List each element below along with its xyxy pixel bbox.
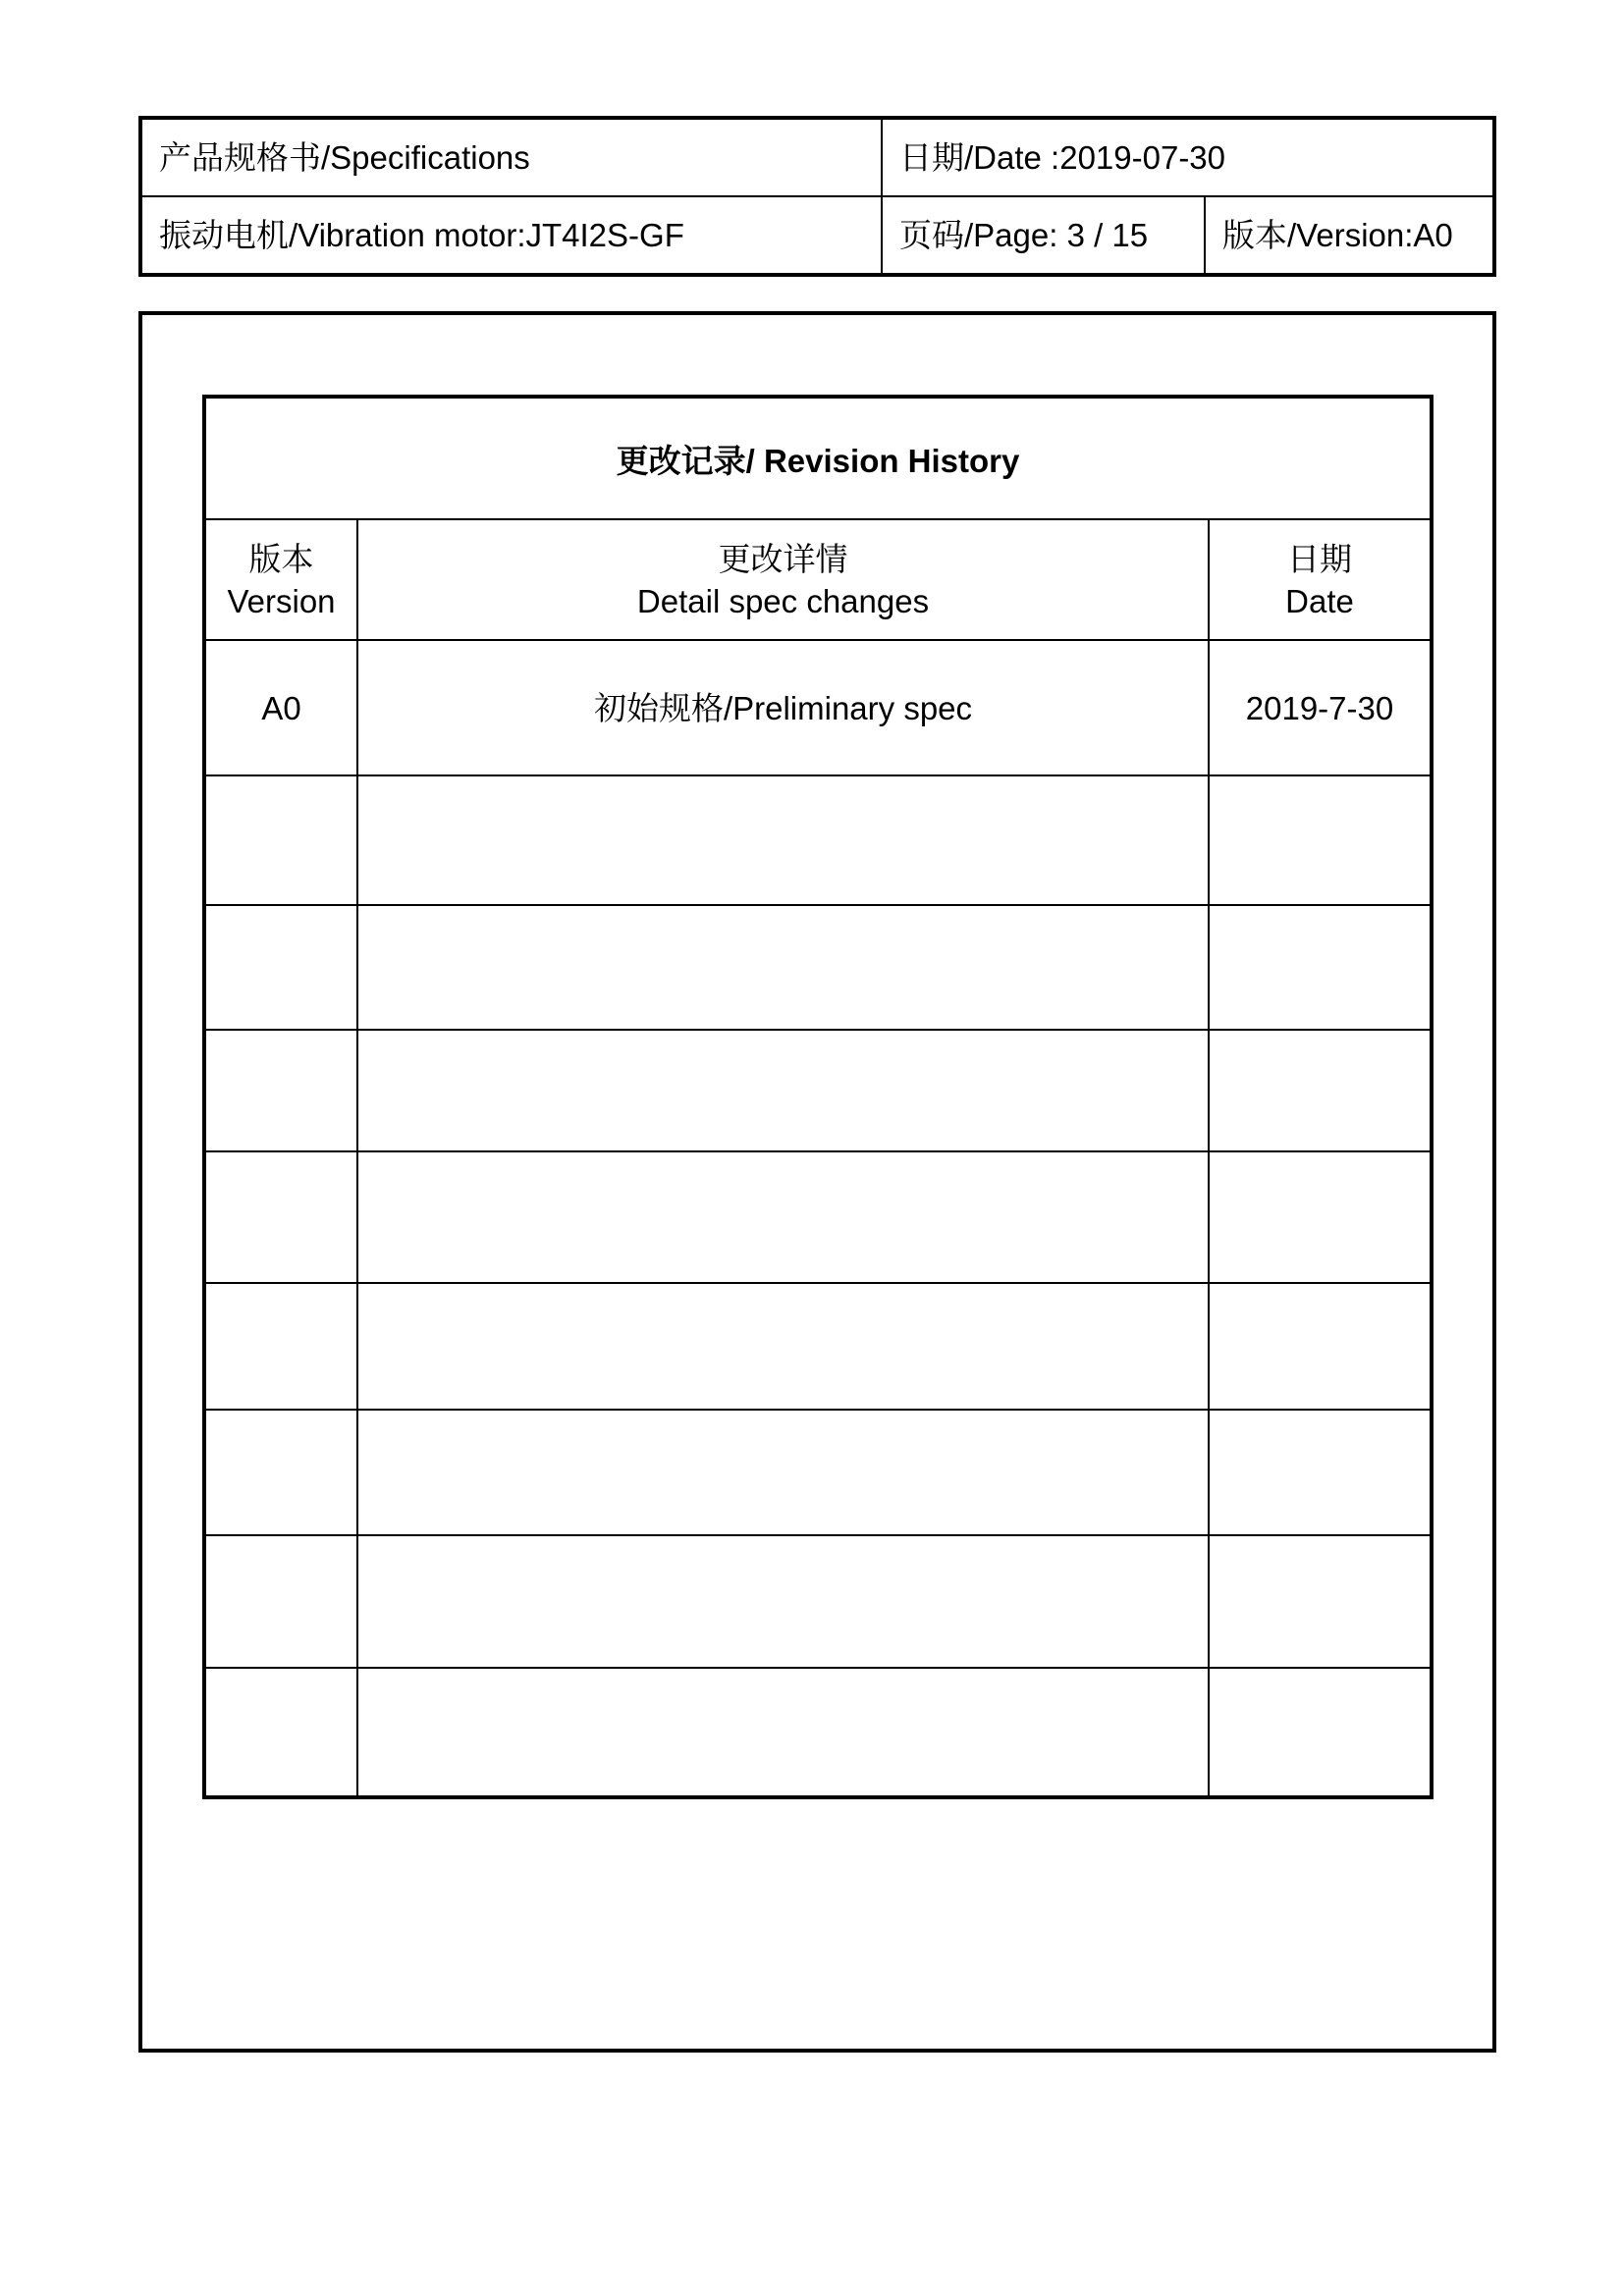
- table-cell-date: [1210, 1411, 1430, 1534]
- document-header: [138, 116, 1496, 277]
- column-header-version: [206, 520, 356, 639]
- table-cell-detail: 初始规格/Preliminary spec: [593, 689, 973, 726]
- table-cell-version: [206, 1411, 356, 1534]
- table-cell-date: [1210, 1536, 1430, 1667]
- table-cell-date: [1210, 1152, 1430, 1282]
- table-cell-date: 2019-7-30: [1245, 689, 1394, 726]
- column-header-detail-en: Detail spec changes: [636, 582, 930, 619]
- revision-history-table: [202, 395, 1434, 1799]
- column-header-date-en: Date: [1285, 582, 1354, 619]
- table-cell-detail: [358, 1669, 1208, 1795]
- version-label: 版本/Version:A0: [1222, 217, 1453, 253]
- table-cell-version: [206, 776, 356, 904]
- table-cell-detail: [358, 776, 1208, 904]
- column-header-date: [1210, 520, 1430, 639]
- doc-type-label: 产品规格书/Specifications: [159, 139, 530, 176]
- column-header-version-en: Version: [227, 582, 336, 619]
- table-cell-date: [1210, 1031, 1430, 1150]
- table-cell-detail: [358, 1031, 1208, 1150]
- doc-date-label: 日期/Date :2019-07-30: [899, 139, 1226, 176]
- column-header-version-cn: 版本: [248, 540, 314, 577]
- table-cell-date: [1210, 776, 1430, 904]
- table-cell-version: [206, 1152, 356, 1282]
- column-header-date-cn: 日期: [1287, 540, 1352, 577]
- table-cell-detail: [358, 1284, 1208, 1409]
- table-cell-detail: [358, 906, 1208, 1029]
- table-cell-version: [206, 1669, 356, 1795]
- table-cell-version: [206, 1031, 356, 1150]
- table-cell-version: [206, 906, 356, 1029]
- table-cell-date: [1210, 1284, 1430, 1409]
- table-cell-version: [206, 1536, 356, 1667]
- table-cell-detail: [358, 1411, 1208, 1534]
- product-name-label: 振动电机/Vibration motor:JT4I2S-GF: [159, 217, 684, 253]
- table-cell-detail: [358, 1536, 1208, 1667]
- column-header-detail: [358, 520, 1208, 639]
- table-cell-version: [206, 1284, 356, 1409]
- table-cell-detail: [358, 1152, 1208, 1282]
- table-cell-version: A0: [261, 689, 301, 726]
- table-cell-date: [1210, 1669, 1430, 1795]
- page-number-label: 页码/Page: 3 / 15: [899, 217, 1149, 253]
- column-header-detail-cn: 更改详情: [718, 540, 848, 577]
- table-cell-date: [1210, 906, 1430, 1029]
- revision-history-title: 更改记录/ Revision History: [616, 442, 1020, 479]
